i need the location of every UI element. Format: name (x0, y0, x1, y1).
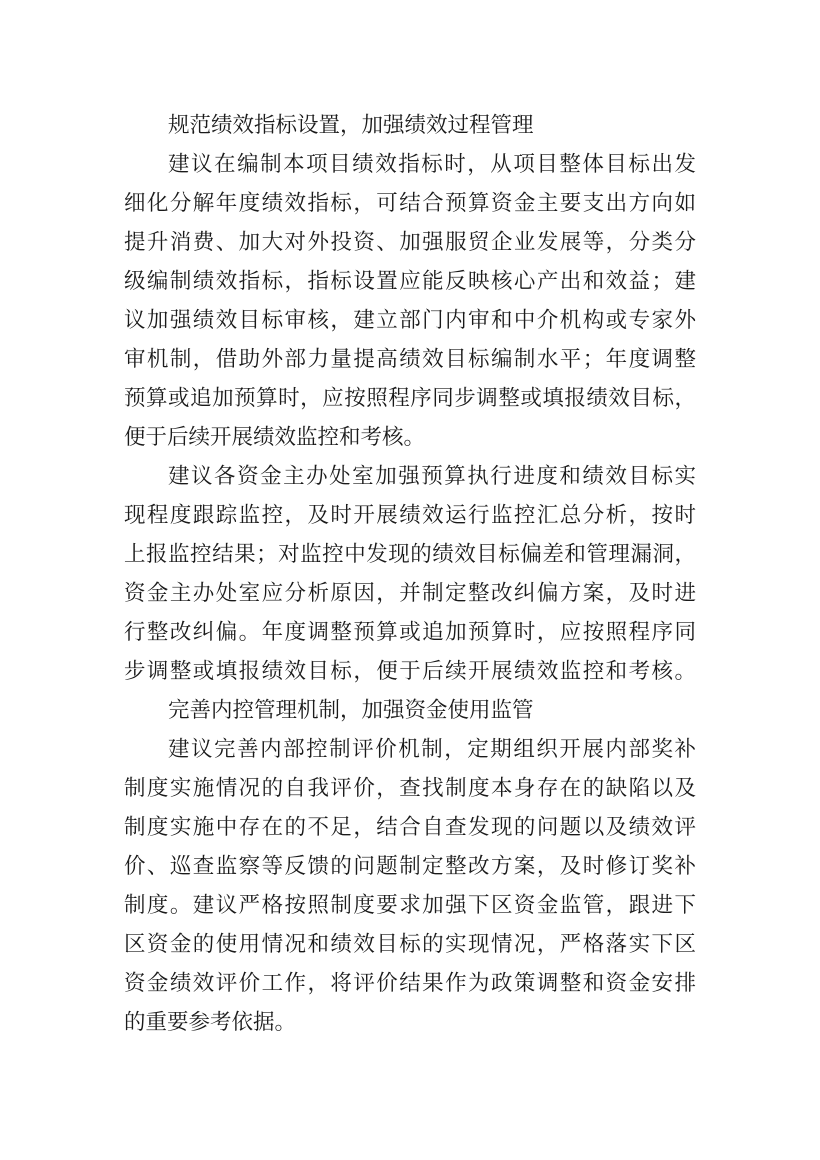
paragraph-line: 步调整或填报绩效目标，便于后续开展绩效监控和考核。 (124, 659, 696, 684)
paragraph-line: 行整改纠偏。年度调整预算或追加预算时，应按照程序同 (124, 620, 696, 645)
paragraph-line: 预算或追加预算时，应按照程序同步调整或填报绩效目标， (124, 386, 696, 411)
section-heading-internal-control: 完善内控管理机制，加强资金使用监管 (168, 698, 534, 723)
paragraph-line: 级编制绩效指标，指标设置应能反映核心产出和效益；建 (124, 269, 696, 294)
paragraph-line: 上报监控结果；对监控中发现的绩效目标偏差和管理漏洞， (124, 542, 696, 567)
paragraph-line: 建议完善内部控制评价机制，定期组织开展内部奖补 (168, 737, 696, 762)
paragraph-line: 审机制，借助外部力量提高绩效目标编制水平；年度调整 (124, 347, 696, 372)
paragraph-line: 建议在编制本项目绩效指标时，从项目整体目标出发 (168, 152, 696, 177)
paragraph-line: 建议各资金主办处室加强预算执行进度和绩效目标实 (168, 464, 696, 489)
section-heading-performance-indicators: 规范绩效指标设置，加强绩效过程管理 (168, 113, 534, 138)
paragraph-line: 价、巡查监察等反馈的问题制定整改方案，及时修订奖补 (124, 854, 696, 879)
paragraph-line: 区资金的使用情况和绩效目标的实现情况，严格落实下区 (124, 932, 696, 957)
paragraph-line: 制度。建议严格按照制度要求加强下区资金监管，跟进下 (124, 893, 696, 918)
paragraph-line: 便于后续开展绩效监控和考核。 (124, 425, 426, 450)
paragraph-line: 资金绩效评价工作，将评价结果作为政策调整和资金安排 (124, 971, 696, 996)
paragraph-line: 细化分解年度绩效指标，可结合预算资金主要支出方向如 (124, 191, 696, 216)
paragraph-line: 提升消费、加大对外投资、加强服贸企业发展等，分类分 (124, 230, 696, 255)
paragraph-line: 议加强绩效目标审核，建立部门内审和中介机构或专家外 (124, 308, 696, 333)
paragraph-line: 现程度跟踪监控，及时开展绩效运行监控汇总分析，按时 (124, 503, 696, 528)
paragraph-line: 资金主办处室应分析原因，并制定整改纠偏方案，及时进 (124, 581, 696, 606)
paragraph-line: 的重要参考依据。 (124, 1010, 297, 1035)
paragraph-line: 制度实施情况的自我评价，查找制度本身存在的缺陷以及 (124, 776, 696, 801)
paragraph-line: 制度实施中存在的不足，结合自查发现的问题以及绩效评 (124, 815, 696, 840)
